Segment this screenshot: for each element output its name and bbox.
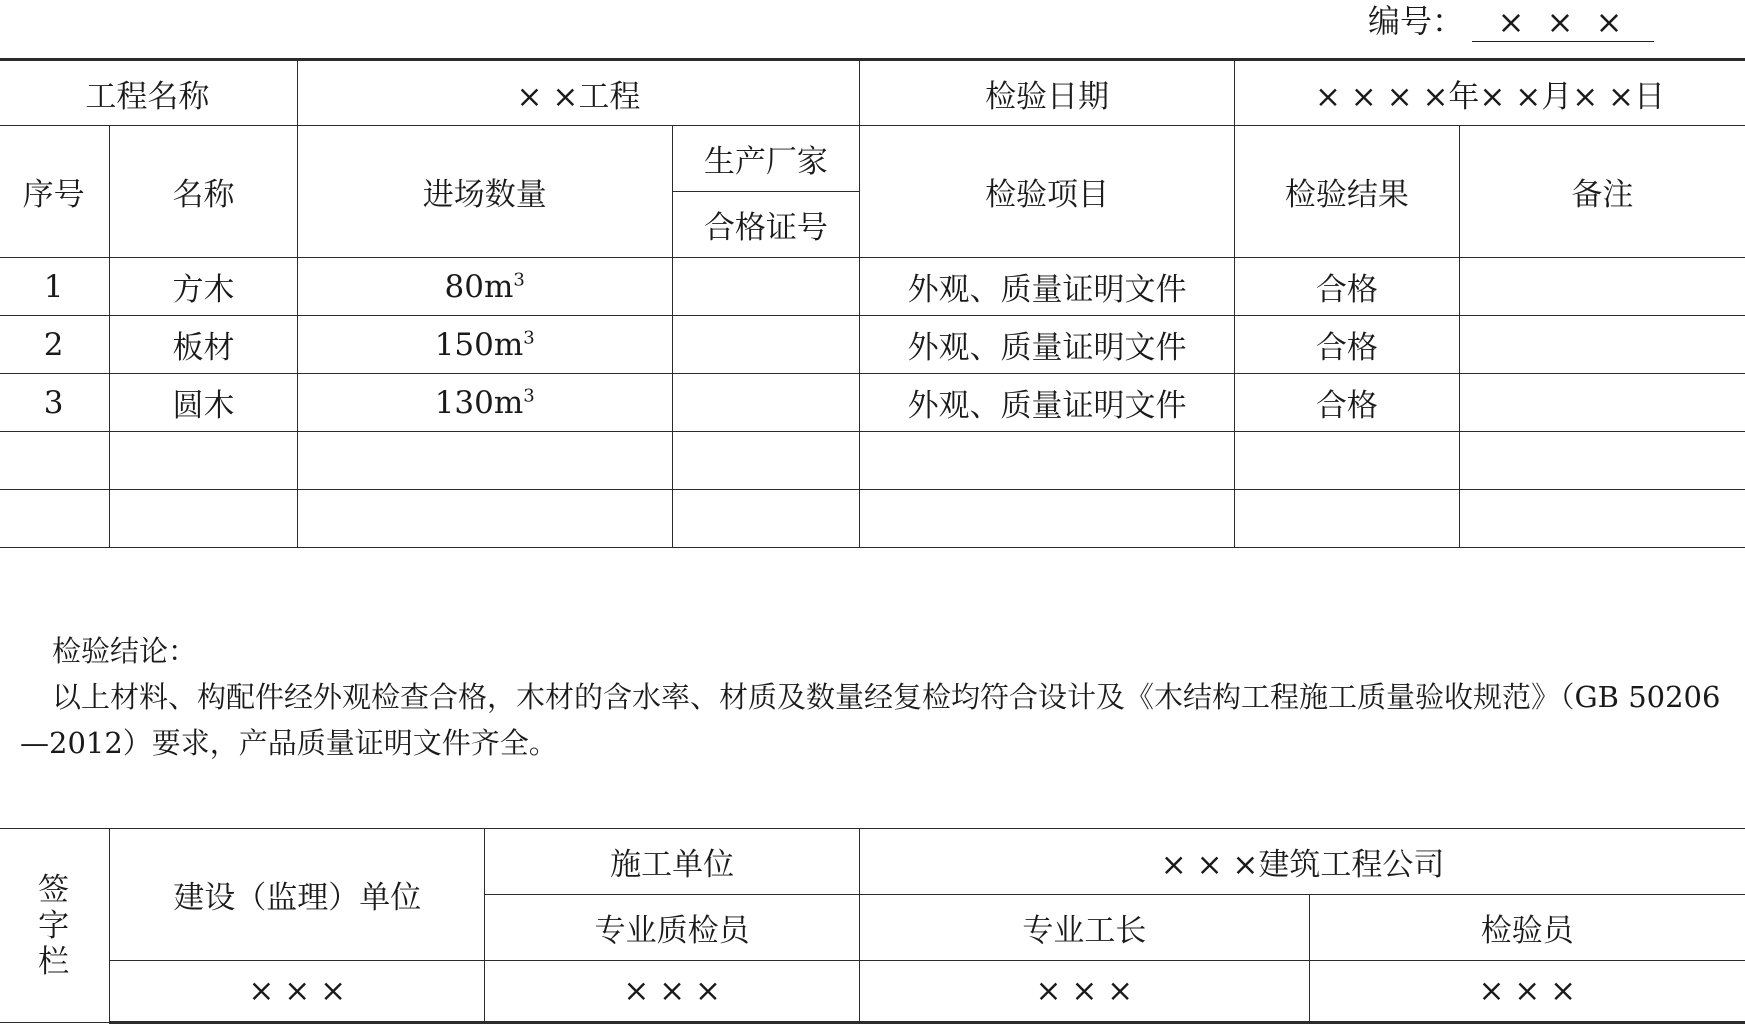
empty-cell [1459, 490, 1745, 548]
row-quantity [297, 316, 672, 374]
quality-inspector-signature: × × × [485, 961, 860, 1023]
row-index: 1 [0, 258, 110, 316]
conclusion-title: 检验结论： [52, 634, 198, 668]
empty-row [0, 490, 1745, 548]
empty-row [0, 432, 1745, 490]
inspection-form [0, 58, 1745, 1024]
empty-cell [297, 432, 672, 490]
empty-cell [1235, 490, 1460, 548]
row-quantity-value: 130m [434, 384, 524, 421]
empty-cell [297, 490, 672, 548]
header-row-1 [0, 126, 1745, 192]
signature-section-char: 字 [38, 907, 70, 944]
conclusion-cell [0, 548, 1745, 829]
conclusion [0, 548, 1745, 766]
row-manufacturer [672, 316, 859, 374]
row-result: 合格 [1235, 316, 1460, 374]
row-quantity [297, 374, 672, 432]
foreman-signature: × × × [860, 961, 1309, 1023]
row-inspection-item: 外观、质量证明文件 [860, 316, 1235, 374]
signature-section-char: 签 [38, 871, 70, 908]
empty-cell [672, 432, 859, 490]
inspection-date-value: × × × ×年× ×月× ×日 [1235, 60, 1745, 126]
header-quantity: 进场数量 [297, 126, 672, 258]
row-quantity-unit-sup: 3 [523, 327, 535, 349]
row-remarks [1459, 374, 1745, 432]
contractor-value: × × ×建筑工程公司 [860, 829, 1745, 895]
contractor-label: 施工单位 [485, 829, 860, 895]
row-quantity-value: 80m [444, 268, 514, 305]
owner-signature: × × × [110, 961, 485, 1023]
inspector-signature: × × × [1309, 961, 1745, 1023]
header-result: 检验结果 [1235, 126, 1460, 258]
foreman-label: 专业工长 [860, 895, 1309, 961]
serial-value: × × × [1472, 3, 1654, 42]
empty-cell [860, 432, 1235, 490]
row-name: 方木 [110, 258, 297, 316]
signature-row-3 [0, 961, 1745, 1023]
signature-section-label [0, 829, 110, 1023]
inspection-date-label: 检验日期 [860, 60, 1235, 126]
row-index: 3 [0, 374, 110, 432]
row-quantity-unit-sup: 3 [523, 385, 535, 407]
table-row [0, 258, 1745, 316]
row-name: 圆木 [110, 374, 297, 432]
header-name: 名称 [110, 126, 297, 258]
empty-cell [860, 490, 1235, 548]
empty-cell [0, 490, 110, 548]
header-index: 序号 [0, 126, 110, 258]
serial-label: 编号： [1368, 2, 1465, 40]
empty-cell [672, 490, 859, 548]
row-index: 2 [0, 316, 110, 374]
row-manufacturer [672, 374, 859, 432]
empty-cell [0, 432, 110, 490]
header-manufacturer: 生产厂家 [672, 126, 859, 192]
header-remarks: 备注 [1459, 126, 1745, 258]
row-quantity-unit-sup: 3 [513, 269, 525, 291]
empty-cell [110, 490, 297, 548]
row-inspection-item: 外观、质量证明文件 [860, 258, 1235, 316]
header-inspection-item: 检验项目 [860, 126, 1235, 258]
conclusion-body: 以上材料、构配件经外观检查合格，木材的含水率、材质及数量经复检均符合设计及《木结构工程施工质量验收规范》（GB 50206—2012）要求，产品质量证明文件齐全。 [20, 680, 1721, 760]
row-result: 合格 [1235, 374, 1460, 432]
project-name-label: 工程名称 [0, 60, 297, 126]
row-remarks [1459, 316, 1745, 374]
project-row [0, 60, 1745, 126]
table-row [0, 316, 1745, 374]
row-name: 板材 [110, 316, 297, 374]
table-row [0, 374, 1745, 432]
empty-cell [110, 432, 297, 490]
conclusion-row [0, 548, 1745, 829]
owner-unit-label: 建设（监理）单位 [110, 829, 485, 961]
row-quantity [297, 258, 672, 316]
signature-section-char: 栏 [38, 943, 70, 980]
project-name-value: × ×工程 [297, 60, 859, 126]
empty-cell [1459, 432, 1745, 490]
quality-inspector-label: 专业质检员 [485, 895, 860, 961]
row-inspection-item: 外观、质量证明文件 [860, 374, 1235, 432]
row-remarks [1459, 258, 1745, 316]
header-certificate: 合格证号 [672, 192, 859, 258]
row-result: 合格 [1235, 258, 1460, 316]
signature-row-1 [0, 829, 1745, 895]
serial-number [1368, 0, 1654, 42]
row-manufacturer [672, 258, 859, 316]
empty-cell [1235, 432, 1460, 490]
inspector-label: 检验员 [1309, 895, 1745, 961]
row-quantity-value: 150m [434, 326, 524, 363]
